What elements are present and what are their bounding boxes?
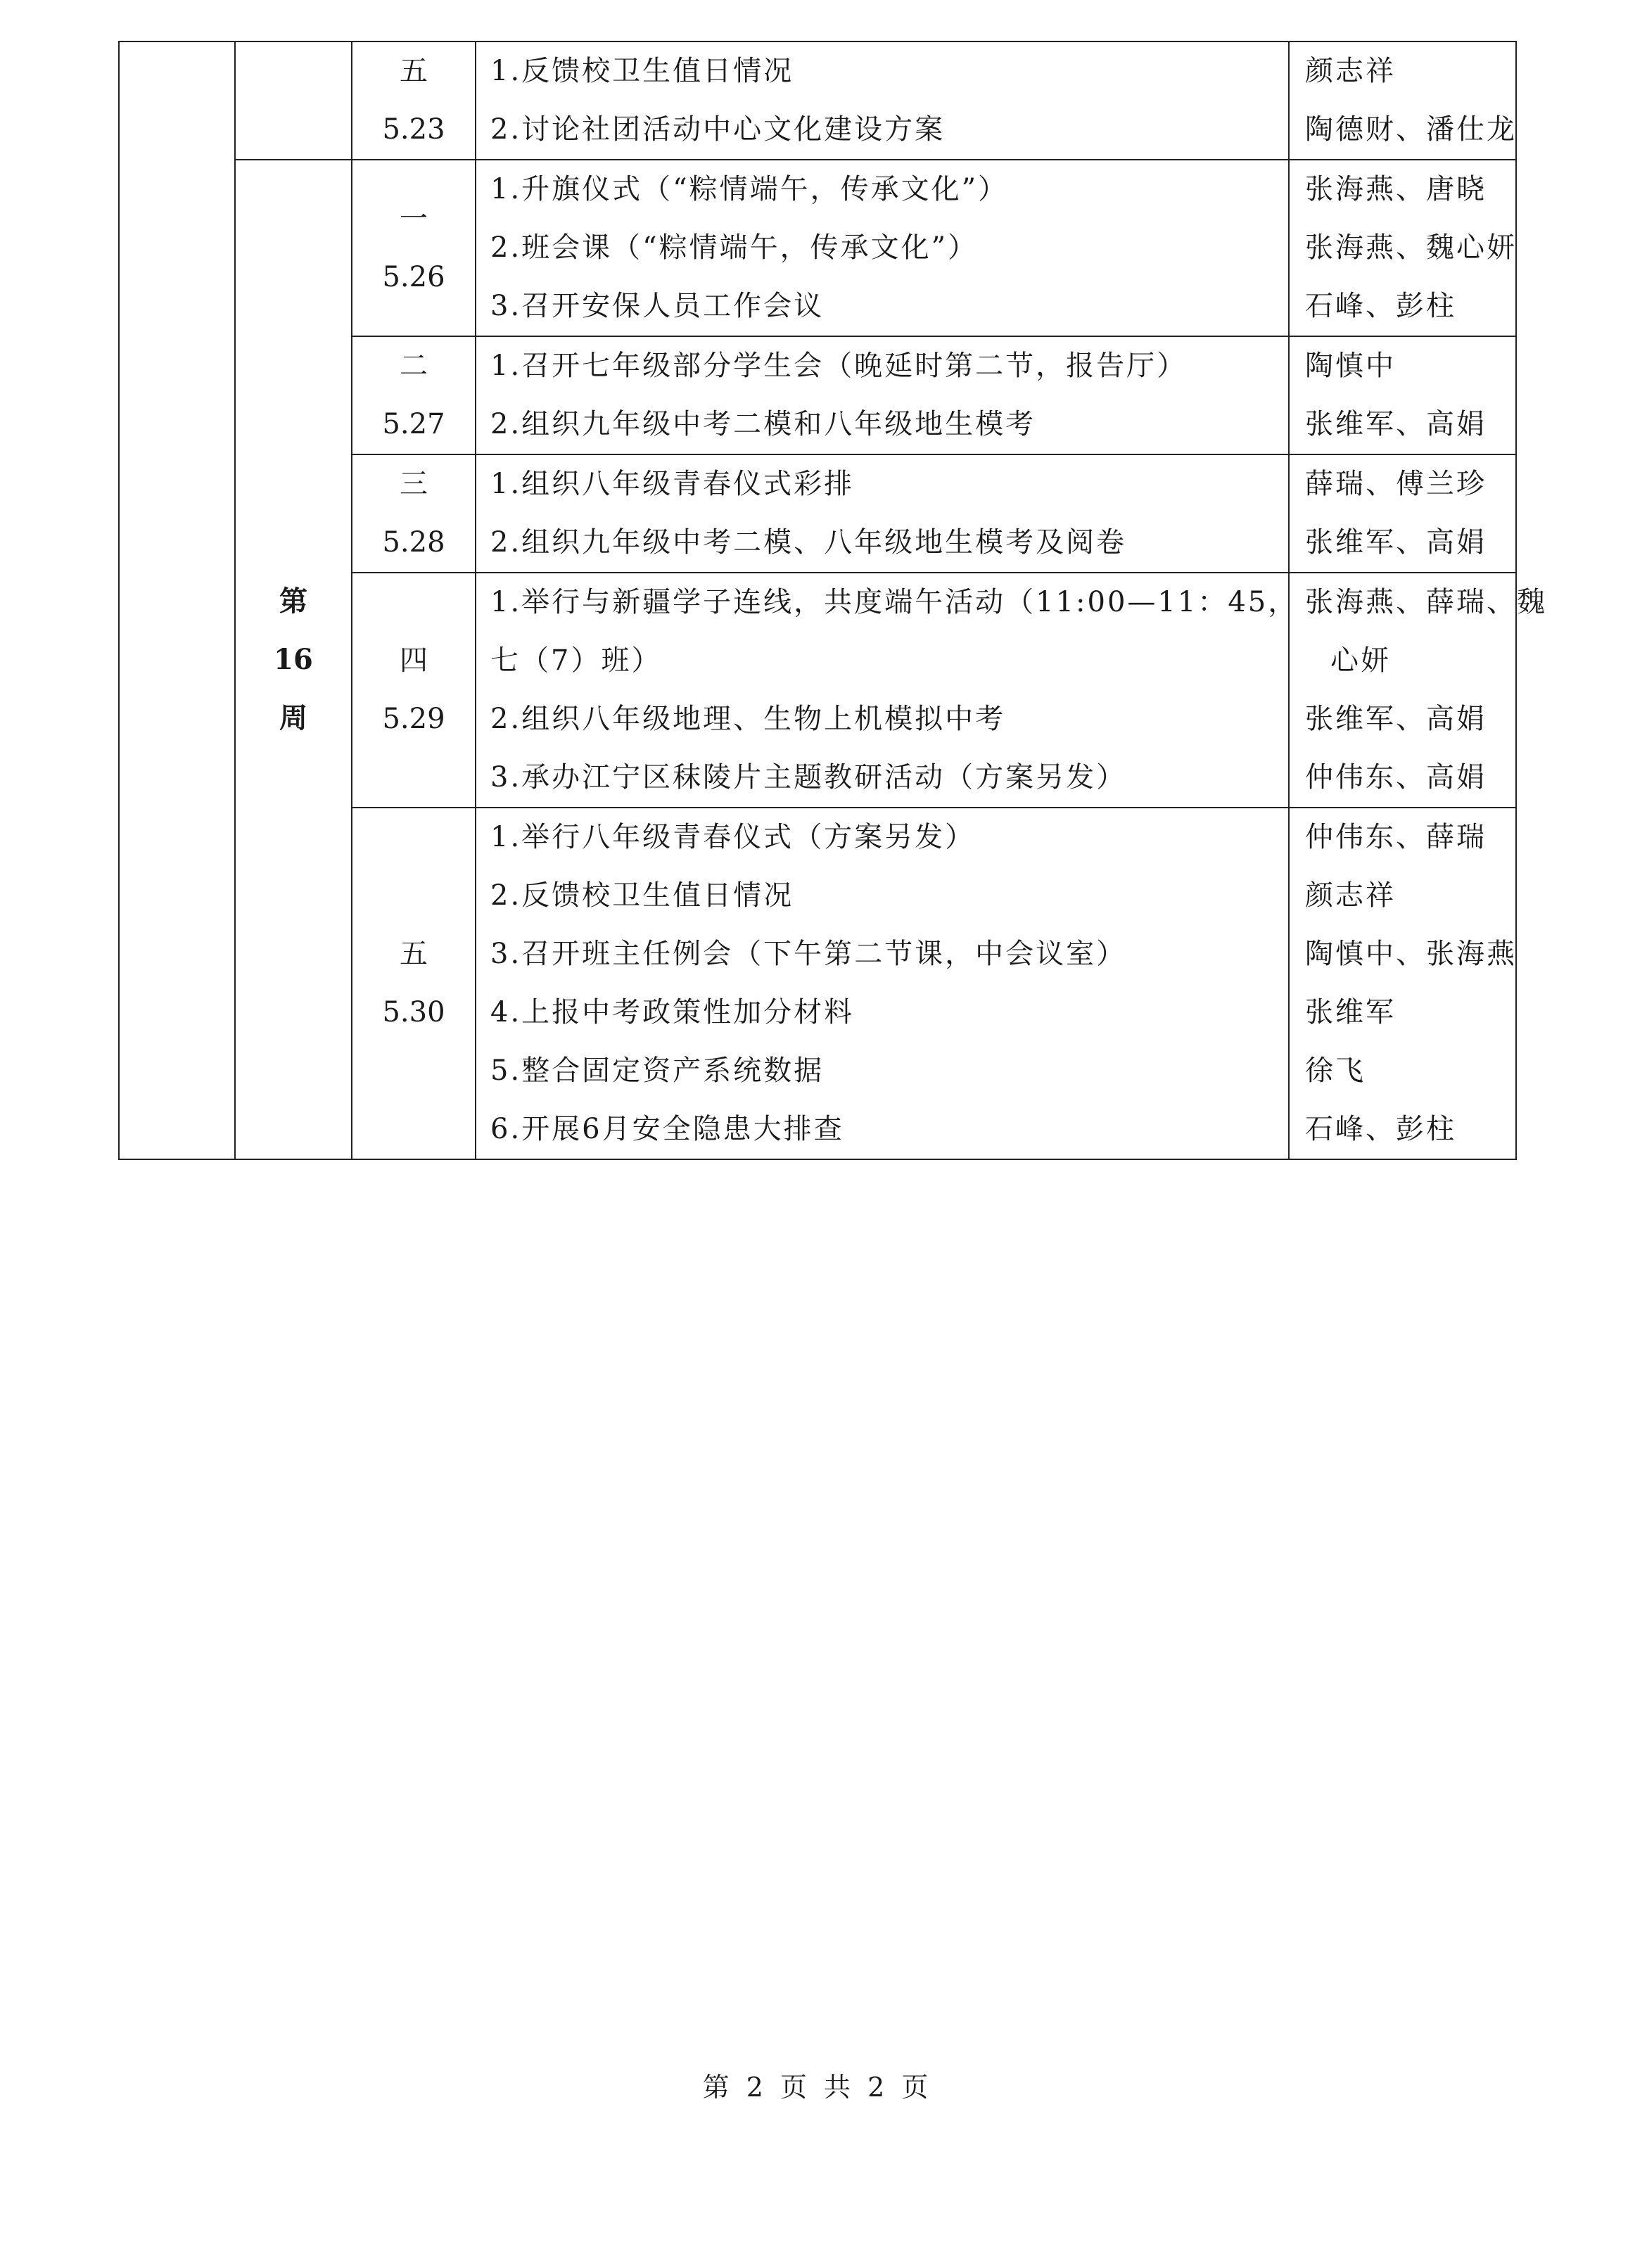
day-cell: [352, 454, 476, 573]
schedule-row: [119, 160, 1516, 336]
person-item: 张维军、高娟: [1305, 408, 1487, 440]
persons-cell: [1289, 42, 1516, 160]
day-cell: [352, 42, 476, 160]
task-item: 1.召开七年级部分学生会（晚延时第二节，报告厅）: [490, 350, 1188, 382]
schedule-row: [119, 42, 1516, 160]
persons-cell: [1289, 573, 1547, 808]
day-cell: [352, 808, 476, 1159]
person-item: 徐飞: [1305, 1055, 1366, 1087]
task-item: 2.反馈校卫生值日情况: [490, 879, 794, 912]
person-item: 张海燕、唐晓: [1305, 173, 1487, 205]
week-label-char: 第: [279, 585, 307, 618]
tasks-cell: [476, 336, 1289, 454]
person-item: 陶慎中、张海燕: [1305, 938, 1517, 970]
weekday-label: 二: [400, 350, 428, 382]
person-item-continued: 心妍: [1330, 644, 1391, 677]
date-label: 5.28: [382, 526, 445, 559]
week-label-number: 16: [274, 643, 313, 676]
weekday-label: 一: [400, 202, 428, 235]
persons-cell: [1289, 808, 1516, 1159]
date-label: 5.27: [382, 408, 445, 440]
date-label: 5.23: [382, 113, 445, 146]
task-item: 6.开展6月安全隐患大排查: [490, 1113, 844, 1145]
person-item: 薛瑞、傅兰珍: [1305, 468, 1487, 500]
schedule-table: [118, 41, 1547, 1160]
spacer: [352, 748, 475, 777]
person-item: 石峰、彭柱: [1305, 1113, 1456, 1145]
person-item: 陶德财、潘仕龙: [1305, 113, 1517, 146]
task-item: 1.组织八年级青春仪式彩排: [490, 468, 855, 500]
tasks-cell: [476, 573, 1299, 808]
person-item: 仲伟东、高娟: [1305, 761, 1487, 794]
task-item: 3.承办江宁区秣陵片主题教研活动（方案另发）: [490, 761, 1127, 794]
date-label: 5.30: [382, 996, 445, 1028]
task-item: 2.班会课（“粽情端午，传承文化”）: [490, 231, 979, 264]
day-cell: [352, 573, 476, 808]
weekday-label: 三: [400, 468, 428, 500]
task-item: 3.召开安保人员工作会议: [490, 290, 825, 322]
task-item: 2.组织九年级中考二模、八年级地生模考及阅卷: [490, 526, 1127, 559]
person-item: 陶慎中: [1305, 350, 1396, 382]
task-item: 2.组织九年级中考二模和八年级地生模考: [490, 408, 1036, 440]
date-label: 5.26: [382, 260, 445, 293]
day-cell: [352, 336, 476, 454]
weekday-label: 五: [400, 55, 428, 87]
task-item: 1.举行八年级青春仪式（方案另发）: [490, 821, 976, 853]
person-item: 张维军: [1305, 996, 1396, 1028]
person-item: 张海燕、薛瑞、魏: [1305, 586, 1547, 618]
task-item: 2.讨论社团活动中心文化建设方案: [490, 113, 946, 146]
tasks-cell: [476, 42, 1289, 160]
empty-first-column-cell: [119, 42, 235, 1159]
tasks-cell: [476, 808, 1289, 1159]
task-item: 1.升旗仪式（“粽情端午，传承文化”）: [490, 173, 1009, 205]
task-item: 1.举行与新疆学子连线，共度端午活动（11:00—11：45，: [490, 586, 1299, 618]
week-label-cell: [235, 160, 352, 1159]
prev-week-cell: [235, 42, 352, 160]
persons-cell: [1289, 160, 1516, 336]
person-item: 颜志祥: [1305, 879, 1396, 912]
weekday-label: 四: [400, 644, 428, 677]
task-item: 5.整合固定资产系统数据: [490, 1055, 825, 1087]
page-footer: 第 2 页 共 2 页: [702, 2072, 933, 2103]
day-cell: [352, 160, 476, 336]
person-item: 张海燕、魏心妍: [1305, 231, 1517, 264]
task-item: 2.组织八年级地理、生物上机模拟中考: [490, 703, 1006, 735]
tasks-cell: [476, 454, 1289, 573]
task-item-continued: 七（7）班）: [490, 644, 662, 677]
person-item: 石峰、彭柱: [1305, 290, 1456, 322]
persons-cell: [1289, 336, 1516, 454]
person-item: 颜志祥: [1305, 55, 1396, 87]
task-item: 4.上报中考政策性加分材料: [490, 996, 855, 1028]
weekday-label: 五: [400, 938, 428, 970]
task-item: 3.召开班主任例会（下午第二节课，中会议室）: [490, 938, 1127, 970]
persons-cell: [1289, 454, 1516, 573]
spacer: [352, 603, 475, 632]
week-label-char: 周: [279, 701, 307, 734]
tasks-cell: [476, 160, 1289, 336]
task-item: 1.反馈校卫生值日情况: [490, 55, 794, 87]
person-item: 张维军、高娟: [1305, 703, 1487, 735]
person-item: 仲伟东、薛瑞: [1305, 821, 1487, 853]
person-item: 张维军、高娟: [1305, 526, 1487, 559]
date-label: 5.29: [382, 703, 445, 735]
